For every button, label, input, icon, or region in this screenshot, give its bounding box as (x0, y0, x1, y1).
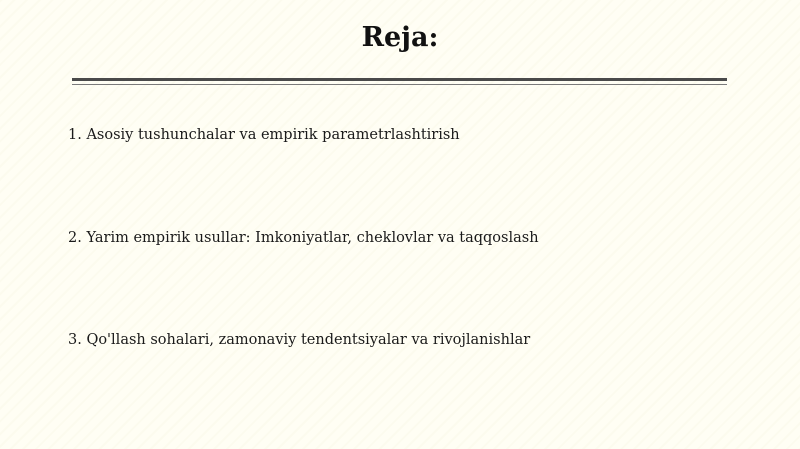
plan-item-2: 2. Yarim empirik usullar: Imkoniyatlar, cheklovlar va taqqoslash (68, 230, 539, 246)
plan-item-3: 3. Qo'llash sohalari, zamonaviy tendentsiyalar va rivojlanishlar (68, 332, 531, 348)
title-divider-thin (72, 84, 727, 85)
plan-item-1: 1. Asosiy tushunchalar va empirik parametrlashtirish (68, 127, 460, 143)
title-divider-thick (72, 78, 727, 81)
slide-title: Reja: (361, 22, 439, 53)
